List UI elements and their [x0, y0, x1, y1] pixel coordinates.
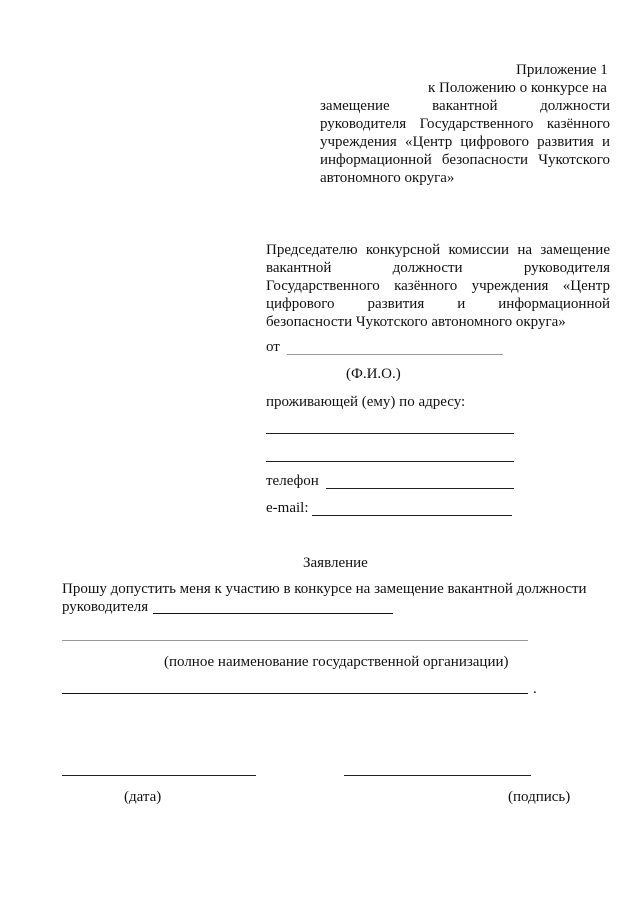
email-label: e-mail:: [266, 500, 309, 516]
addressee-line-1: Председателю конкурсной комиссии на замещение: [266, 242, 610, 258]
addressee-line-5: безопасности Чукотского автономного округа»: [266, 314, 566, 330]
annex-title: Приложение 1: [516, 62, 608, 78]
annex-line-2: замещение вакантной должности: [320, 98, 610, 114]
trailing-period: .: [533, 681, 537, 697]
signature-caption: (подпись): [508, 789, 571, 805]
organization-field-line-2[interactable]: [62, 693, 528, 694]
phone-field-line[interactable]: [326, 488, 514, 489]
statement-heading: Заявление: [303, 555, 368, 571]
annex-line-3: руководителя Государственного казённого: [320, 116, 610, 132]
address-field-line-1[interactable]: [266, 433, 514, 434]
addressee-line-3: Государственного казённого учреждения «Центр: [266, 278, 610, 294]
annex-line-1: к Положению о конкурсе на: [428, 80, 607, 96]
date-caption: (дата): [124, 789, 162, 805]
annex-line-4: учреждения «Центр цифрового развития и: [320, 134, 610, 150]
date-field-line[interactable]: [62, 775, 256, 776]
statement-body-line-2-label: руководителя: [62, 599, 149, 615]
annex-line-6: автономного округа»: [320, 170, 455, 186]
address-field-line-2[interactable]: [266, 461, 514, 462]
fio-field-line[interactable]: [287, 354, 503, 355]
statement-body-line-1: Прошу допустить меня к участию в конкурсе на замещение вакантной должности: [62, 581, 587, 597]
addressee-line-2: вакантной должности руководителя: [266, 260, 610, 276]
fio-caption: (Ф.И.О.): [346, 366, 401, 382]
annex-line-5: информационной безопасности Чукотского: [320, 152, 610, 168]
organization-field-line-1[interactable]: [62, 640, 528, 641]
from-label: от: [266, 339, 280, 355]
phone-label: телефон: [266, 473, 319, 489]
email-field-line[interactable]: [312, 515, 512, 516]
addressee-line-4: цифрового развития и информационной: [266, 296, 610, 312]
address-label: проживающей (ему) по адресу:: [266, 394, 466, 410]
signature-field-line[interactable]: [344, 775, 531, 776]
position-field-line[interactable]: [153, 613, 393, 614]
organization-caption: (полное наименование государственной организации): [164, 654, 509, 670]
